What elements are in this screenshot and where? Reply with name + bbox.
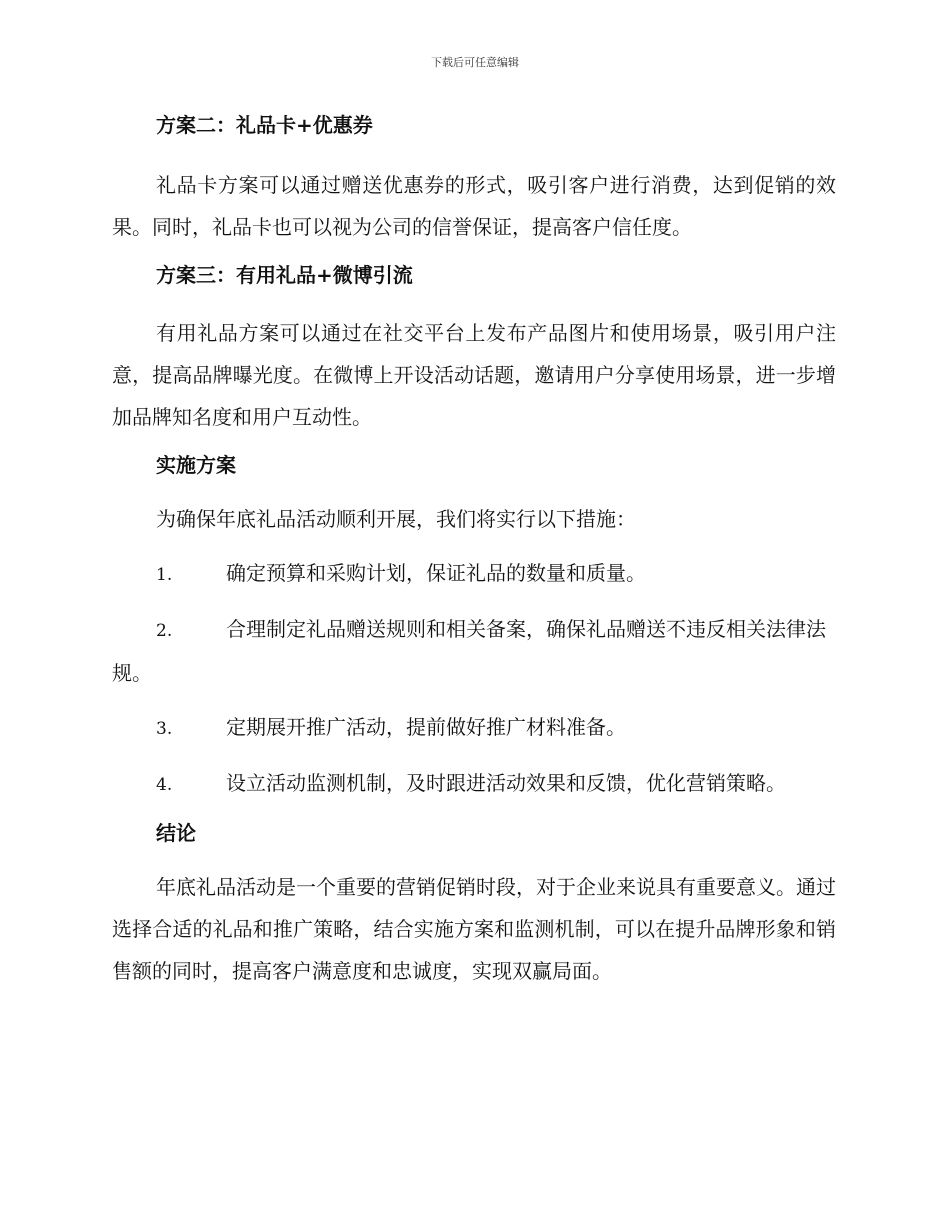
document-body	[112, 108, 836, 1004]
list-item-text: 定期展开推广活动，提前做好推广材料准备。	[226, 715, 626, 739]
conclusion-heading: 结论	[156, 821, 196, 845]
list-item	[112, 552, 836, 596]
plan3-heading: 方案三：有用礼品+微博引流	[156, 263, 413, 287]
list-item-text: 设立活动监测机制，及时跟进活动效果和反馈，优化营销策略。	[226, 771, 786, 795]
implementation-heading: 实施方案	[156, 453, 236, 477]
plan2-heading: 方案二：礼品卡+优惠券	[156, 113, 373, 137]
page-header-note: 下载后可任意编辑	[431, 56, 519, 69]
conclusion-paragraph: 年底礼品活动是一个重要的营销促销时段，对于企业来说具有重要意义。通过选择合适的礼品和推广策略，结合实施方案和监测机制，可以在提升品牌形象和销售额的同时，提高客户满意度和忠诚度，实现双赢局面。	[112, 875, 836, 983]
list-item	[112, 608, 836, 694]
implementation-intro: 为确保年底礼品活动顺利开展，我们将实行以下措施：	[156, 507, 636, 531]
list-item	[112, 762, 836, 806]
list-item-text: 合理制定礼品赠送规则和相关备案，确保礼品赠送不违反相关法律法规。	[112, 617, 826, 685]
plan2-paragraph: 礼品卡方案可以通过赠送优惠券的形式，吸引客户进行消费，达到促销的效果。同时，礼品卡也可以视为公司的信誉保证，提高客户信任度。	[112, 173, 836, 239]
list-item-text: 确定预算和采购计划，保证礼品的数量和质量。	[226, 561, 646, 585]
list-item-number: 3.	[156, 719, 173, 739]
list-item-number: 4.	[156, 775, 173, 795]
list-item-number: 1.	[156, 565, 173, 585]
list-item-number: 2.	[156, 621, 173, 641]
plan3-paragraph: 有用礼品方案可以通过在社交平台上发布产品图片和使用场景，吸引用户注意，提高品牌曝光度。在微博上开设活动话题，邀请用户分享使用场景，进一步增加品牌知名度和用户互动性。	[112, 321, 836, 429]
list-item	[112, 706, 836, 750]
